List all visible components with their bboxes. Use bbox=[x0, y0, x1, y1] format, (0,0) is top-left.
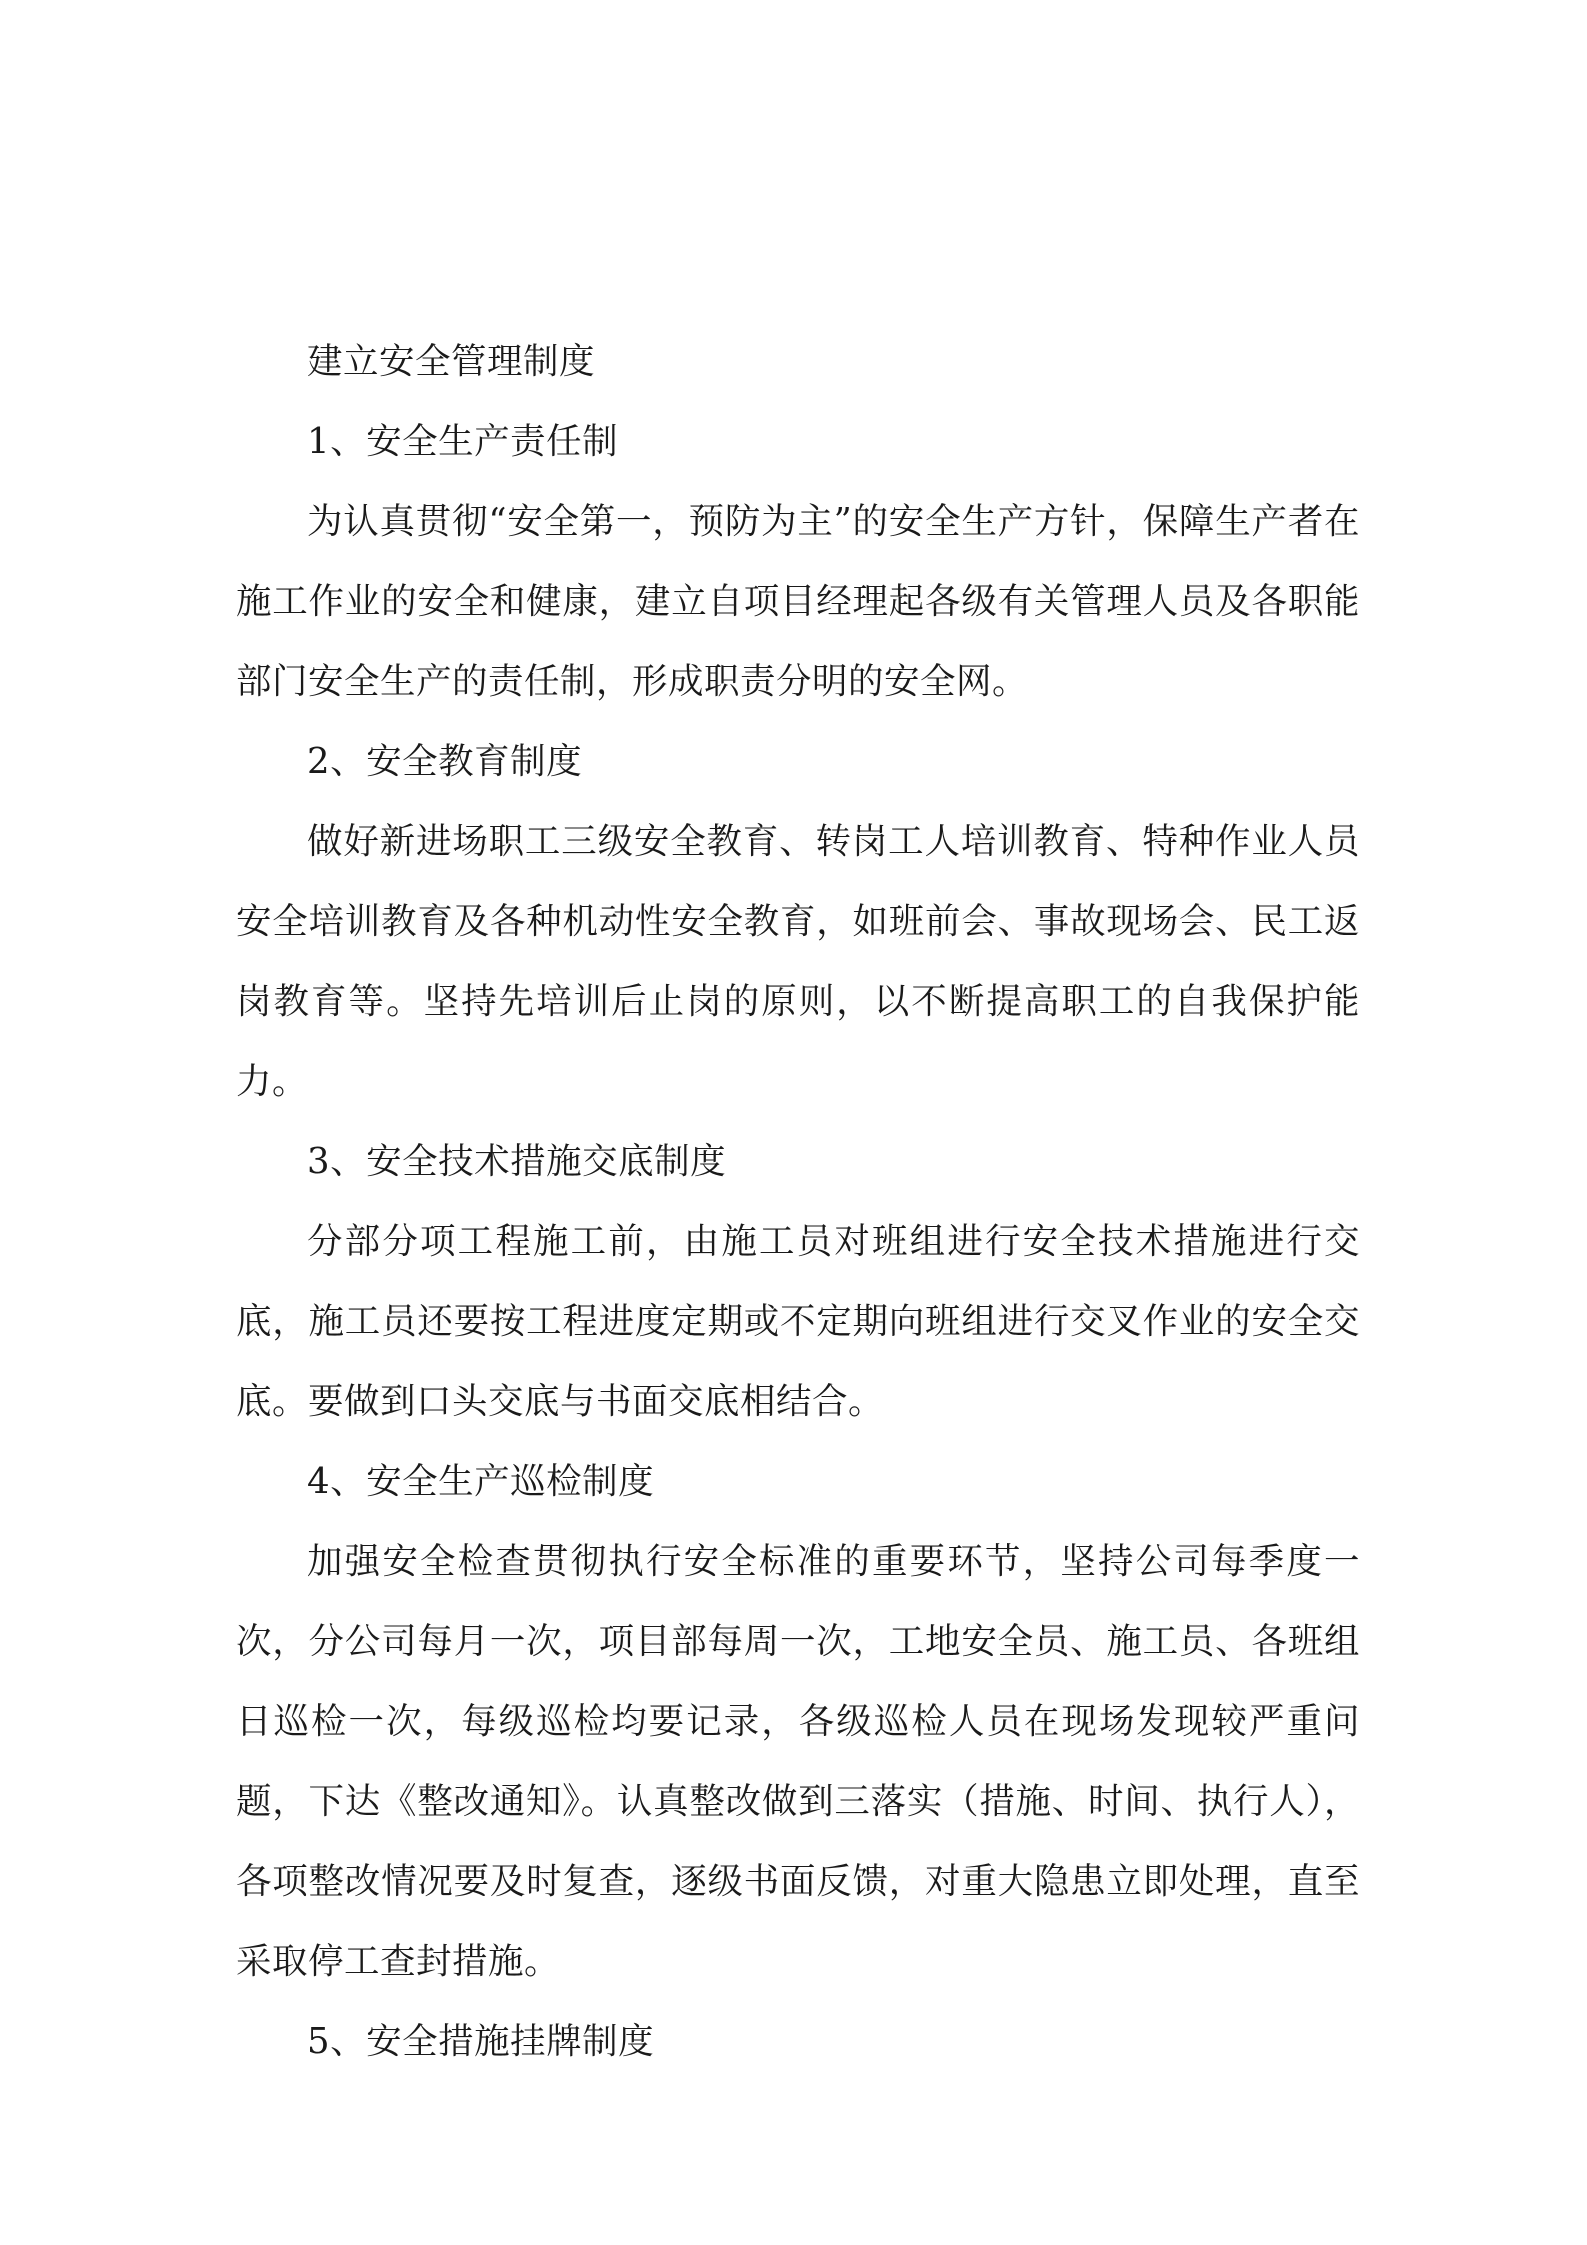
paragraph-inspection: 加强安全检查贯彻执行安全标准的重要环节，坚持公司每季度一次，分公司每月一次，项目部每周一次，工地安全员、施工员、各班组日巡检一次，每级巡检均要记录，各级巡检人员在现场发现较严重问题，下达《整改通知》。认真整改做到三落实（措施、时间、执行人），各项整改情况要及时复查，逐级书面反馈，对重大隐患立即处理，直至采取停工查封措施。 bbox=[236, 1541, 1360, 1982]
section-heading-3: 3、安全技术措施交底制度 bbox=[307, 1141, 727, 1182]
document-body bbox=[236, 322, 1360, 2082]
section-title: 建立安全管理制度 bbox=[307, 341, 596, 382]
paragraph-responsibility: 为认真贯彻“安全第一，预防为主”的安全生产方针，保障生产者在施工作业的安全和健康，建立自项目经理起各级有关管理人员及各职能部门安全生产的责任制，形成职责分明的安全网。 bbox=[236, 501, 1360, 702]
paragraph-education: 做好新进场职工三级安全教育、转岗工人培训教育、特种作业人员安全培训教育及各种机动性安全教育，如班前会、事故现场会、民工返岗教育等。坚持先培训后止岗的原则，以不断提高职工的自我保护能力。 bbox=[236, 821, 1360, 1102]
section-heading-4: 4、安全生产巡检制度 bbox=[307, 1461, 655, 1502]
section-heading-1: 1、安全生产责任制 bbox=[307, 421, 619, 462]
paragraph-technical-briefing: 分部分项工程施工前，由施工员对班组进行安全技术措施进行交底，施工员还要按工程进度定期或不定期向班组进行交叉作业的安全交底。要做到口头交底与书面交底相结合。 bbox=[236, 1221, 1360, 1422]
section-heading-5: 5、安全措施挂牌制度 bbox=[307, 2021, 655, 2062]
section-heading-2: 2、安全教育制度 bbox=[307, 741, 583, 782]
